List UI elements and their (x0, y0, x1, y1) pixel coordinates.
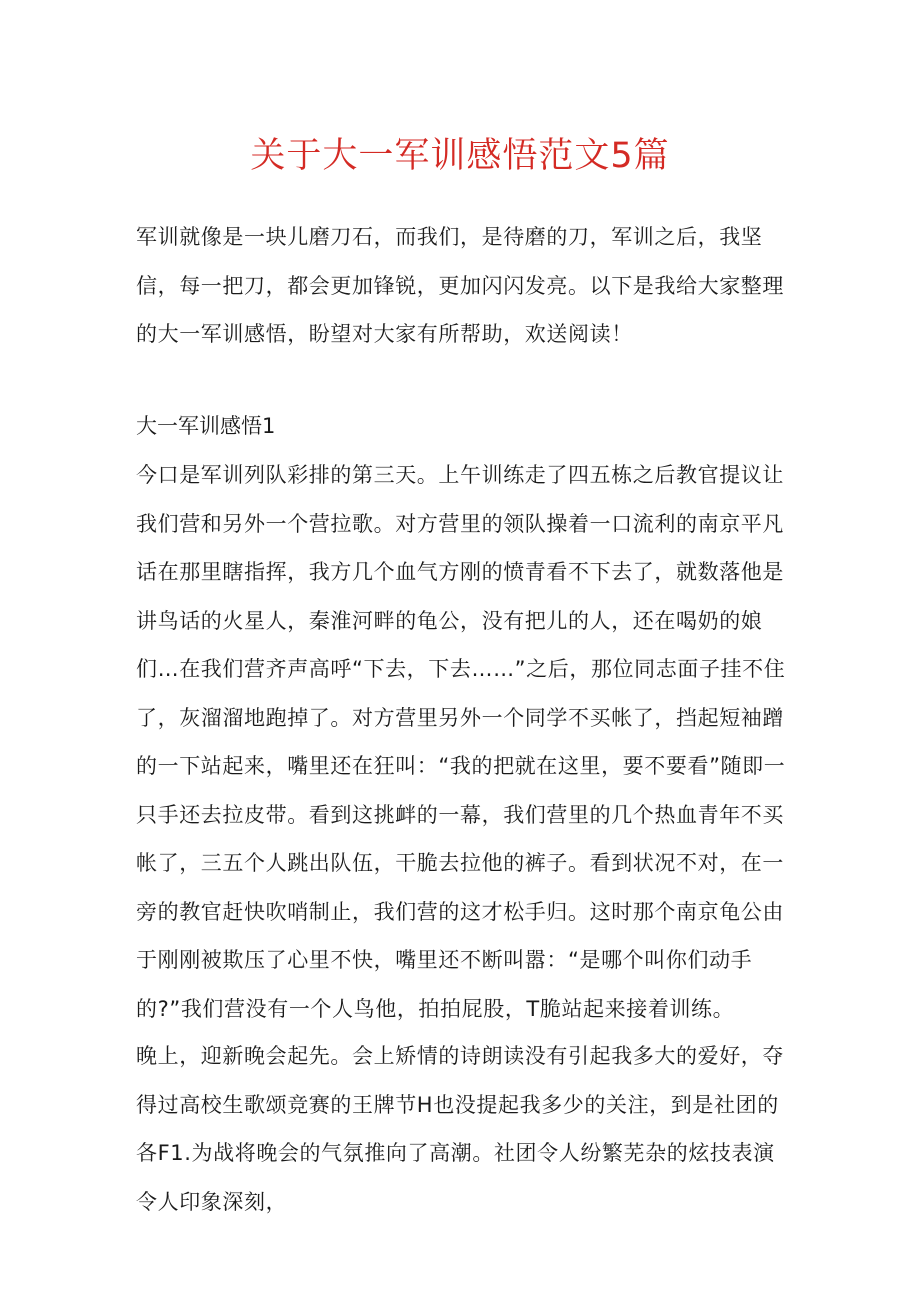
body-paragraph: 晚上，迎新晚会起先。会上矫情的诗朗读没有引起我多大的爱好，夺得过高校生歌颂竞赛的王牌节H也没提起我多少的关注，到是社团的各F1.为战将晚会的气氛推向了高潮。社团令人纷繁芜杂的炫技表演令人印象深刻， (136, 1044, 784, 1214)
section-heading: 大一军训感悟1 (136, 414, 276, 438)
body-paragraph: 今口是军训列队彩排的第三天。上午训练走了四五栋之后教官提议让我们营和另外一个营拉歌。对方营里的领队操着一口流利的南京平凡话在那里瞎指挥，我方几个血气方刚的愤青看不下去了，就数落他是讲鸟话的火星人，秦淮河畔的龟公，没有把儿的人，还在喝奶的娘们…在我们营齐声高呼“下去，下去……”之后，那位同志面子挂不住了，灰溜溜地跑掉了。对方营里另外一个同学不买帐了，挡起短袖蹭的一下站起来，嘴里还在狂叫：“我的把就在这里，要不要看”随即一只手还去拉皮带。看到这挑衅的一幕，我们营里的几个热血青年不买帐了，三五个人跳出队伍，干脆去拉他的裤子。看到状况不对，在一旁的教官赶快吹哨制止，我们营的这才松手归。这时那个南京龟公由于刚刚被欺压了心里不快，嘴里还不断叫嚣：“是哪个叫你们动手的?”我们营没有一个人鸟他，拍拍屁股，T脆站起来接着训练。 (136, 463, 786, 1021)
document-title: 关于大一军训感悟范文5篇 (250, 136, 670, 176)
intro-paragraph: 军训就像是一块儿磨刀石，而我们，是待磨的刀，军训之后，我坚信，每一把刀，都会更加锋锐，更加闪闪发亮。以下是我给大家整理的大一军训感悟，盼望对大家有所帮助，欢送阅读！ (136, 225, 784, 346)
